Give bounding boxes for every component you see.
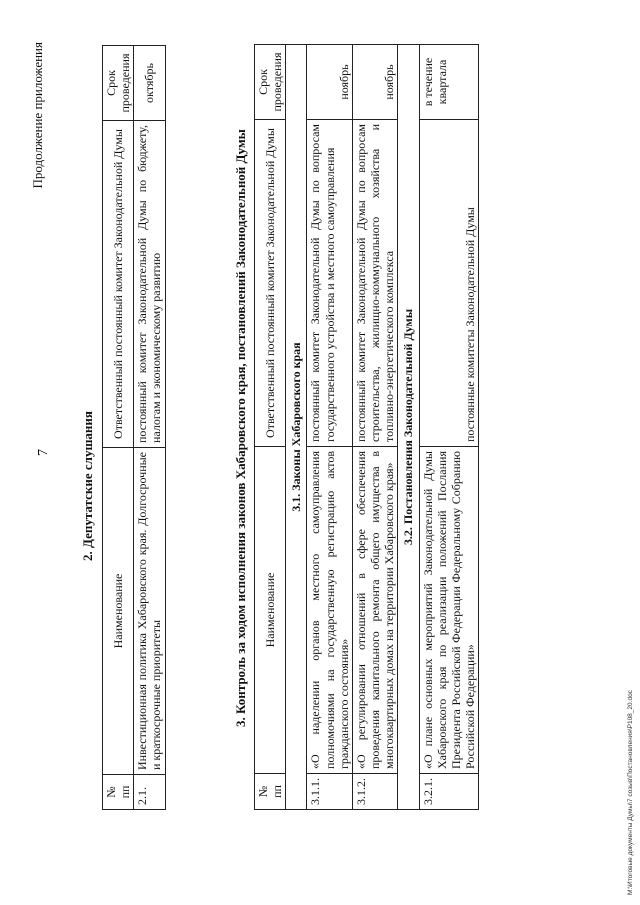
col-term: Срок проведения [103, 46, 134, 121]
row-term: октябрь [134, 46, 165, 121]
row-num: 3.1.1. [307, 774, 352, 810]
continuation-label: Продолжение приложения [30, 42, 45, 189]
row-term: в течение квартала [419, 45, 479, 120]
subsection-row [286, 45, 307, 810]
table-header-row [103, 46, 134, 810]
col-resp: Ответственный постоянный комитет Законодательной Думы [255, 120, 286, 447]
row-term: ноябрь [307, 45, 352, 120]
col-resp: Ответственный постоянный комитет Законодательной Думы [103, 121, 134, 448]
row-num: 3.1.2. [352, 774, 397, 810]
table-row [352, 45, 397, 810]
subsection-3-1-title: 3.1. Законы Хабаровского края [286, 45, 307, 810]
section-2-title: 2. Депутатские слушания [80, 411, 95, 561]
subsection-3-2-title: 3.2. Постановления Законодательной Думы [398, 45, 419, 810]
col-num: № пп [103, 775, 134, 810]
table-header-row [255, 45, 286, 810]
row-resp: постоянный комитет Законодательной Думы по вопросам строительства, жилищно-коммунального хозяйства и топливно-энергетического комплекса [352, 120, 397, 447]
table-row [134, 46, 165, 810]
row-num: 2.1. [134, 775, 165, 810]
section-3-table [254, 44, 479, 810]
section-3-title: 3. Контроль за ходом исполнения законов Хабаровского края, постановлений Законодательной Думы [233, 129, 248, 727]
table-row [307, 45, 352, 810]
row-name: Инвестиционная политика Хабаровского края. Долгосрочные и краткосрочные приоритеты [134, 448, 165, 775]
row-name: «О плане основных мероприятий Законодательной Думы Хабаровского края по реализации положений Послания Президента Российской Федерации Федеральному Собранию Российской Федерации» [419, 447, 479, 774]
row-name: «О наделении органов местного самоуправления полномочиями на государственную регистрацию актов гражданского состояния» [307, 447, 352, 774]
row-resp: постоянный комитет Законодательной Думы по бюджету, налогам и экономическому развитию [134, 121, 165, 448]
table-row [419, 45, 479, 810]
col-num: № пп [255, 774, 286, 810]
row-name: «О регулировании отношений в сфере обеспечения проведения капитального ремонта общего имущества в многоквартирных домах на территории Хабаровского края» [352, 447, 397, 774]
row-num: 3.2.1. [419, 774, 479, 810]
subsection-row [398, 45, 419, 810]
page-number: 7 [36, 449, 51, 456]
col-term: Срок проведения [255, 45, 286, 120]
file-path-footer: M:\Итоговые документы Думы\7 созыв\Постановления\P108_20.doc [627, 690, 634, 895]
section-2-table [102, 45, 166, 810]
row-term: ноябрь [352, 45, 397, 120]
col-name: Наименование [255, 447, 286, 774]
col-name: Наименование [103, 448, 134, 775]
row-resp: постоянные комитеты Законодательной Думы [419, 120, 479, 447]
row-resp: постоянный комитет Законодательной Думы по вопросам государственного устройства и местного самоуправления [307, 120, 352, 447]
